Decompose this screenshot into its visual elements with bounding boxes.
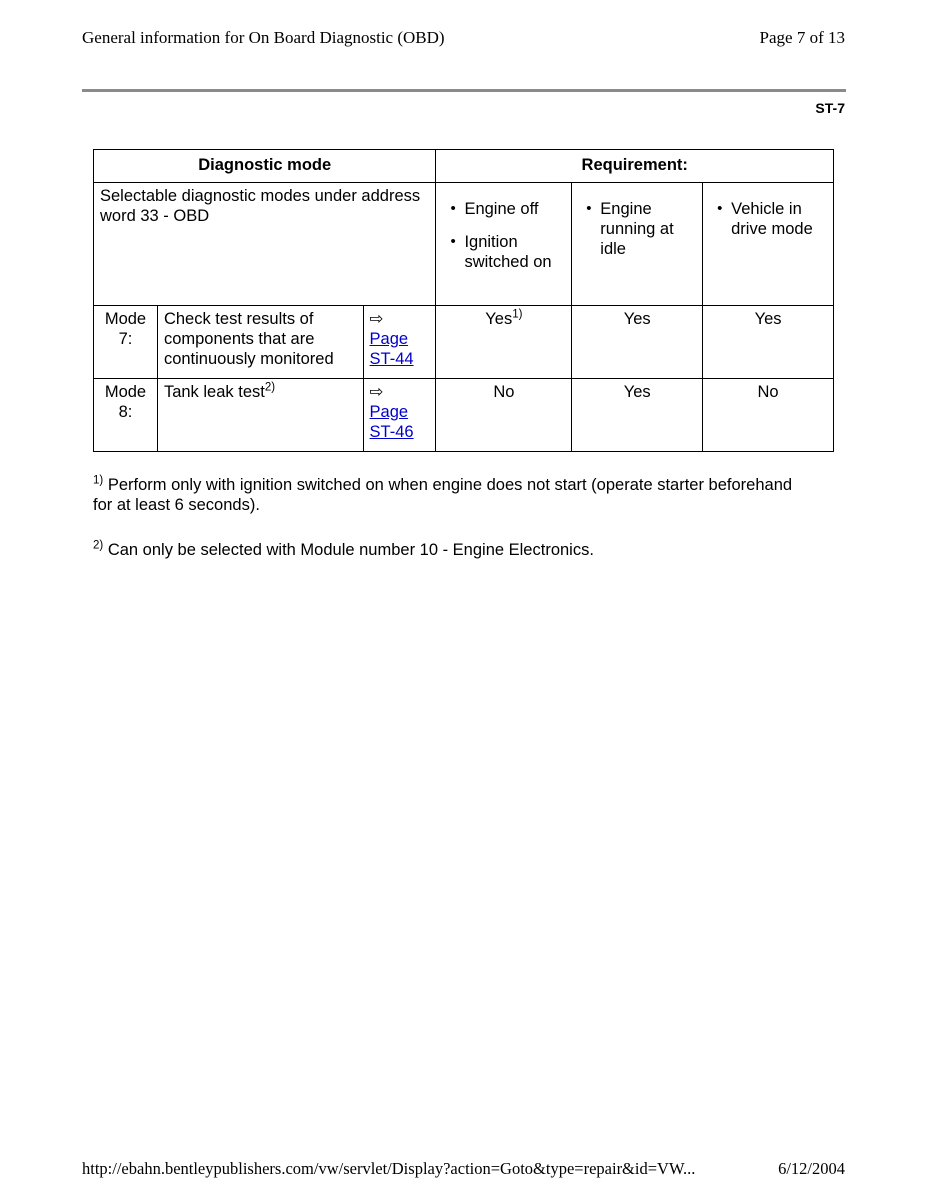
value-cell: Yes: [572, 379, 703, 452]
mode-label: Mode 8:: [94, 379, 158, 452]
value-cell: Yes: [572, 306, 703, 379]
page-footer-url: http://ebahn.bentleypublishers.com/vw/servlet/Display?action=Goto&type=repair&id=VW...: [82, 1159, 696, 1178]
page-footer-date: 6/12/2004: [778, 1159, 845, 1178]
requirement-cell-2: [572, 183, 703, 306]
footnote-text: Can only be selected with Module number 10 - Engine Electronics.: [103, 541, 594, 559]
page-reference: [363, 306, 436, 379]
value-cell: No: [436, 379, 572, 452]
selectable-modes-text: Selectable diagnostic modes under address word 33 - OBD: [94, 183, 436, 306]
footnote-2: [93, 540, 793, 560]
list-item: [711, 199, 827, 239]
requirement-cell-3: [703, 183, 834, 306]
page-link-st-44[interactable]: Page ST-44: [369, 330, 414, 368]
mode-description: Check test results of components that are continuously monitored: [157, 306, 363, 379]
arrow-right-icon: ⇨: [369, 310, 384, 328]
header-divider: [82, 89, 846, 92]
mode-description: Tank leak test$^{2)}$: [157, 379, 363, 452]
requirement-text: Vehicle in drive mode: [731, 200, 813, 238]
column-header-diagnostic-mode: Diagnostic mode: [94, 150, 436, 183]
table-header-row: [94, 150, 834, 183]
list-item: [444, 199, 565, 219]
page-number: Page 7 of 13: [759, 28, 845, 47]
page-link-st-46[interactable]: Page ST-46: [369, 403, 414, 441]
table-row: [94, 379, 834, 452]
arrow-right-icon: ⇨: [369, 383, 384, 401]
bullet-icon: •: [450, 200, 456, 217]
section-code: ST-7: [815, 100, 845, 116]
requirement-text: Engine off: [464, 200, 539, 218]
value-cell: No: [703, 379, 834, 452]
footnote-text: Perform only with ignition switched on when engine does not start (operate starter beforehand for at least 6 seconds).: [93, 476, 793, 514]
page-header-title: General information for On Board Diagnostic (OBD): [82, 28, 445, 47]
page-reference: [363, 379, 436, 452]
footnote-mark: 1): [93, 474, 104, 487]
requirement-cell-1: [436, 183, 572, 306]
diagnostic-mode-table: [93, 149, 834, 452]
table-row-requirements: [94, 183, 834, 306]
footnote-1: [93, 475, 793, 515]
column-header-requirement: Requirement:: [436, 150, 834, 183]
value-cell: Yes$^{1)}$: [436, 306, 572, 379]
table-row: [94, 306, 834, 379]
requirement-text: Engine running at idle: [600, 200, 674, 258]
bullet-icon: •: [450, 233, 456, 250]
mode-label: Mode 7:: [94, 306, 158, 379]
bullet-icon: •: [586, 200, 592, 217]
footnote-mark: 2): [93, 539, 104, 552]
list-item: [444, 232, 565, 272]
value-cell: Yes: [703, 306, 834, 379]
requirement-text: Ignition switched on: [464, 233, 552, 271]
list-item: [580, 199, 696, 259]
bullet-icon: •: [717, 200, 723, 217]
